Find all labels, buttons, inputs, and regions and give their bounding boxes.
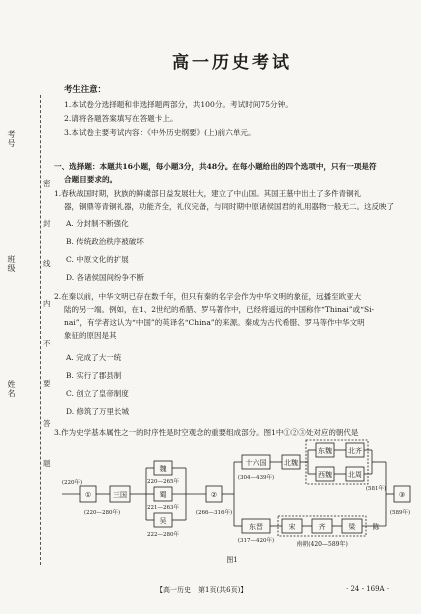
question-line: 3.作为史学基本属性之一的时序性是时空观念的重要组成部分。图1中①②③处对应的朝代是	[54, 428, 359, 437]
seal-char: 线	[43, 259, 51, 268]
notice-item: 3.本试卷主要考试内容：《中外历史纲要》(上)前六单元。	[64, 128, 256, 137]
timeline-beichao	[311, 438, 363, 439]
exam-no-label: 考号	[7, 130, 16, 148]
exam-title: 高一历史考试	[172, 53, 292, 73]
q1-option-b[interactable]: B. 传统政治秩序被破坏	[66, 237, 144, 246]
question-line: 象征的原因是其	[64, 331, 117, 340]
question-line: 2.在秦以前，中华文明已存在数千年，但只有秦的名字会作为中华文明的象征，远播至欧亚大	[54, 292, 362, 301]
question-line: 器，铜鼎等青铜礼器，功能齐全，礼仪完备，与同时期中原诸侯国君的礼用器物一般无二。这反映了	[64, 202, 394, 211]
timeline-node-beiqi: 北齐	[348, 447, 362, 455]
timeline-node-2: ②	[210, 491, 218, 499]
timeline-node-1: ①	[84, 491, 92, 499]
timeline-date: (581年)	[365, 486, 387, 492]
timeline-node-song: 宋	[288, 523, 296, 531]
notice-block	[64, 82, 334, 140]
timeline-node-sixteen: 十六国	[245, 459, 267, 467]
timeline-date: 222—280年	[147, 532, 179, 538]
class-label: 班级	[7, 255, 16, 273]
timeline-date: (589年)	[389, 510, 411, 516]
timeline-node-beiwei: 北魏	[284, 459, 298, 467]
footer-code: · 24 - 169A ·	[346, 585, 390, 593]
notice-item: 2.请将各题答案填写在答题卡上。	[64, 114, 178, 123]
notice-head: 考生注意：	[64, 84, 106, 94]
seal-char: 题	[43, 459, 51, 468]
timeline-date: (220—280年)	[83, 510, 121, 516]
question-line: 陆的另一端。例如，在1、2世纪的希腊、罗马著作中，已经将遥远的中国称作“Thinai”或“Si-	[64, 305, 375, 314]
q2-option-b[interactable]: B. 实行了郡县制	[66, 371, 122, 380]
seal-cut-line	[40, 95, 41, 565]
dynasty-timeline-figure	[56, 438, 416, 572]
q1-option-d[interactable]: D. 各诸侯国间纷争不断	[66, 273, 145, 282]
notice-item: 1.本试卷分选择题和非选择题两部分，共100分。考试时间75分钟。	[64, 100, 293, 109]
question-1	[54, 187, 408, 213]
timeline-date: 221—263年	[147, 505, 179, 511]
binding-margin	[0, 0, 52, 614]
seal-char: 答	[43, 419, 51, 428]
question-2	[54, 290, 408, 342]
seal-char: 密	[43, 179, 51, 188]
q2-option-c[interactable]: C. 创立了皇帝制度	[66, 389, 129, 398]
timeline-date: (220年)	[61, 480, 83, 486]
timeline-node-wu: 吴	[159, 517, 167, 525]
timeline-nanchao: 南朝(420—589年)	[296, 541, 348, 548]
timeline-node-chen: 陈	[372, 523, 380, 531]
timeline-date: (304—439年)	[237, 475, 275, 481]
question-line: 1.春秋战国时期，狄族的鲜虞部日益发展壮大，建立了中山国。其国王墓中出土了多件青铜礼	[54, 189, 362, 198]
seal-char: 不	[43, 339, 51, 348]
timeline-node-dongjin: 东晋	[249, 523, 263, 531]
timeline-node-liang: 梁	[348, 523, 356, 531]
timeline-node-3: ③	[398, 491, 406, 499]
seal-char: 要	[43, 379, 51, 388]
timeline-date: (317—420年)	[237, 538, 275, 544]
timeline-node-xiwei: 西魏	[318, 471, 332, 479]
timeline-node-sanguo: 三国	[113, 491, 127, 499]
q2-option-d[interactable]: D. 修筑了万里长城	[66, 407, 130, 416]
timeline-node-shu: 蜀	[159, 491, 167, 499]
seal-char: 内	[43, 299, 51, 308]
section-title-line: 合题目要求的。	[64, 175, 118, 184]
seal-char: 封	[43, 219, 51, 228]
q2-option-a[interactable]: A. 完成了大一统	[66, 353, 122, 362]
timeline-node-beizhou: 北周	[348, 471, 362, 479]
section-title-line: 一、选择题：本题共16小题，每小题3分，共48分。在每小题给出的四个选项中，只有一项是符	[54, 162, 377, 171]
timeline-node-qi: 齐	[318, 523, 326, 531]
q1-option-a[interactable]: A. 分封制不断强化	[66, 219, 129, 228]
timeline-svg	[56, 438, 416, 568]
timeline-node-dongwei: 东魏	[318, 447, 332, 455]
footer-page-info: 【高一历史 第1页(共6页)】	[156, 586, 248, 594]
name-label: 姓名	[7, 380, 16, 398]
section-title	[54, 160, 408, 186]
question-line: nai”，有学者这认为“中国”的英译名“China”的来源。秦成为古代希腊、罗马等作中华文明	[64, 318, 365, 327]
q1-option-c[interactable]: C. 中原文化的扩展	[66, 255, 129, 264]
figure-caption: 图1	[226, 556, 238, 564]
timeline-node-wei: 魏	[159, 465, 167, 473]
timeline-date: 220—265年	[147, 479, 179, 485]
timeline-date: (266—316年)	[195, 510, 233, 516]
